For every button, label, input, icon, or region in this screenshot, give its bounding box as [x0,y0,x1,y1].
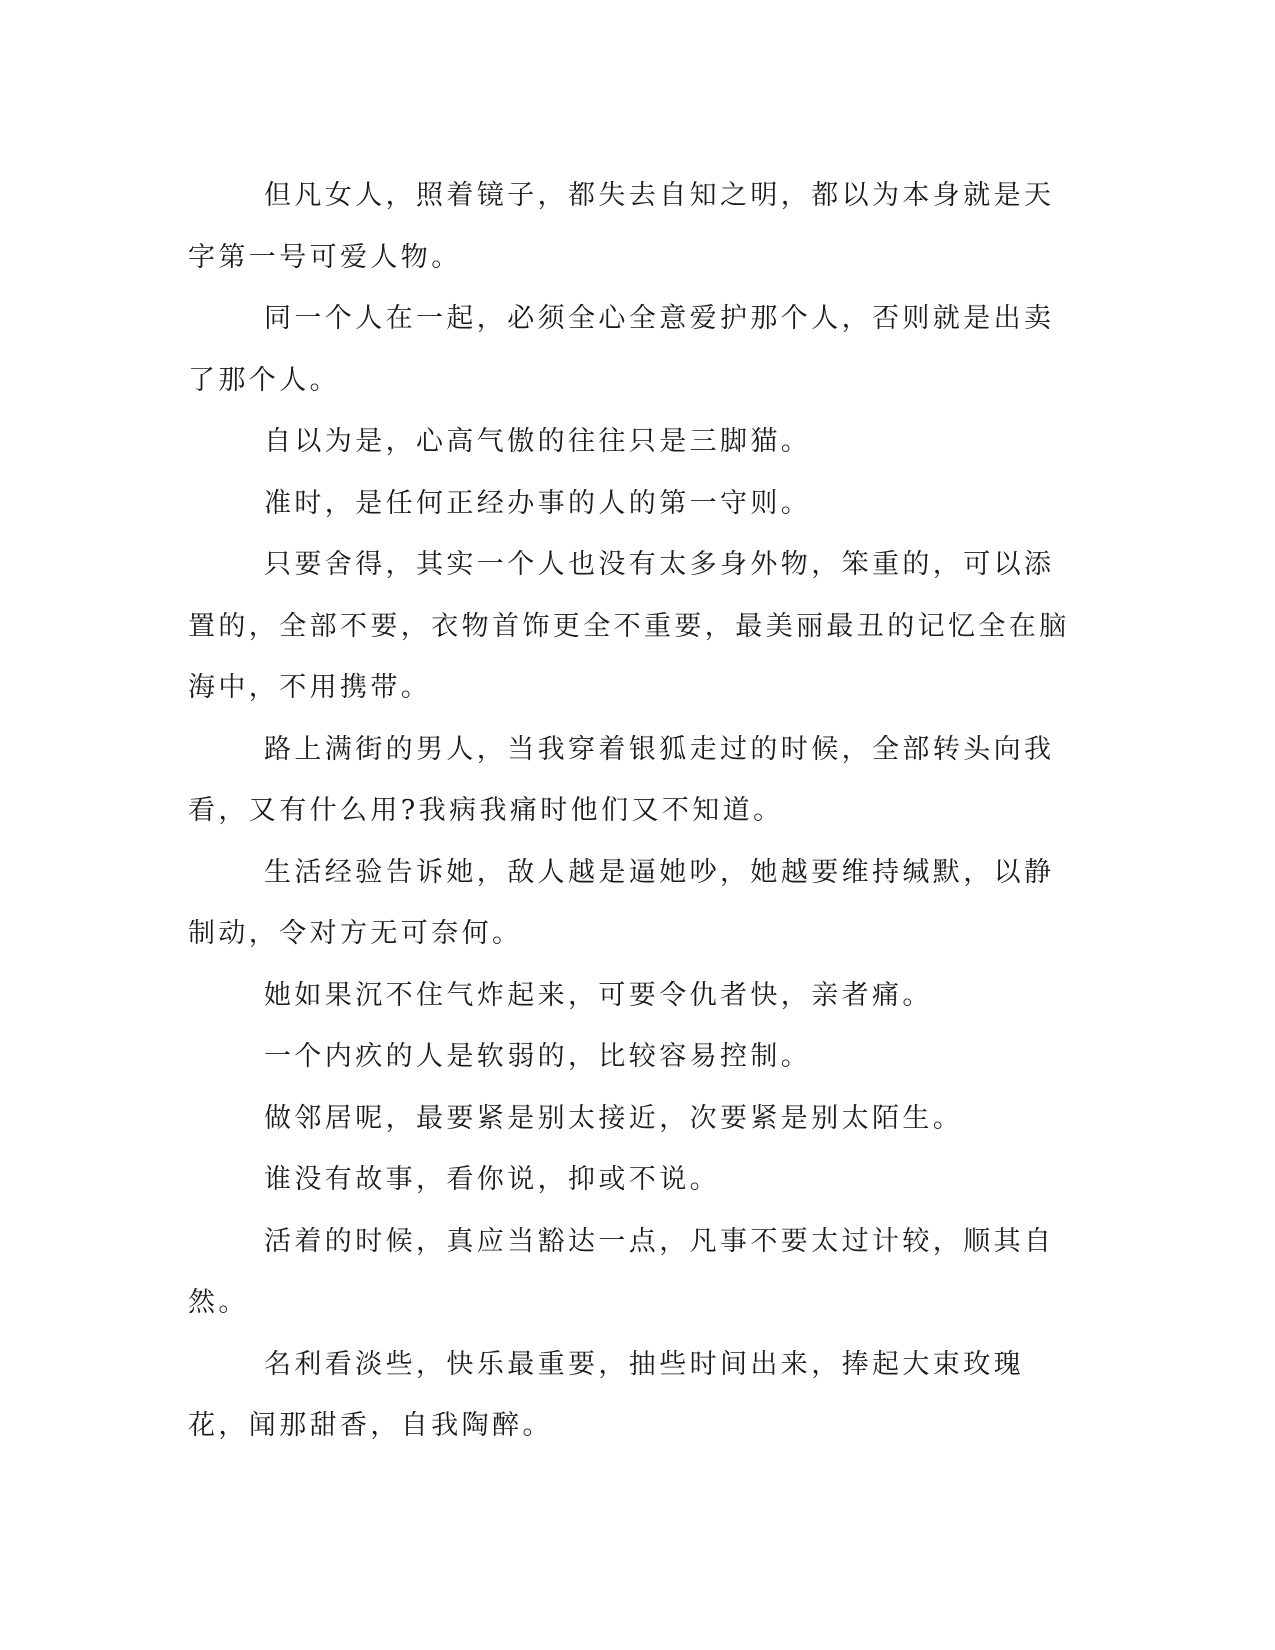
paragraph: 做邻居呢，最要紧是别太接近，次要紧是别太陌生。 [264,1102,964,1134]
paragraph: 谁没有故事，看你说，抑或不说。 [264,1164,720,1195]
paragraph: 一个内疚的人是软弱的，比较容易控制。 [264,1041,812,1072]
paragraph: 路上满街的男人，当我穿着银狐走过的时候，全部转头向我看，又有什么用?我病我痛时他们又不知道。 [188,733,1055,826]
paragraph: 她如果沉不住气炸起来，可要令仇者快，亲者痛。 [264,979,933,1011]
paragraph: 但凡女人，照着镜子，都失去自知之明，都以为本身就是天字第一号可爱人物。 [188,180,1055,273]
paragraph: 自以为是，心高气傲的往往只是三脚猫。 [264,426,812,457]
paragraph: 同一个人在一起，必须全心全意爱护那个人，否则就是出卖了那个人。 [188,303,1055,396]
paragraph: 只要舍得，其实一个人也没有太多身外物，笨重的，可以添置的，全部不要，衣物首饰更全不重要，最美丽最丑的记忆全在脑海中，不用携带。 [188,549,1070,703]
paragraph: 生活经验告诉她，敌人越是逼她吵，她越要维持缄默，以静制动，令对方无可奈何。 [188,856,1055,949]
paragraph: 准时，是任何正经办事的人的第一守则。 [264,487,812,519]
document-body [188,165,1073,1457]
paragraph: 活着的时候，真应当豁达一点，凡事不要太过计较，顺其自然。 [188,1225,1055,1318]
paragraph: 名利看淡些，快乐最重要，抽些时间出来，捧起大束玫瑰花，闻那甜香，自我陶醉。 [188,1348,1024,1441]
